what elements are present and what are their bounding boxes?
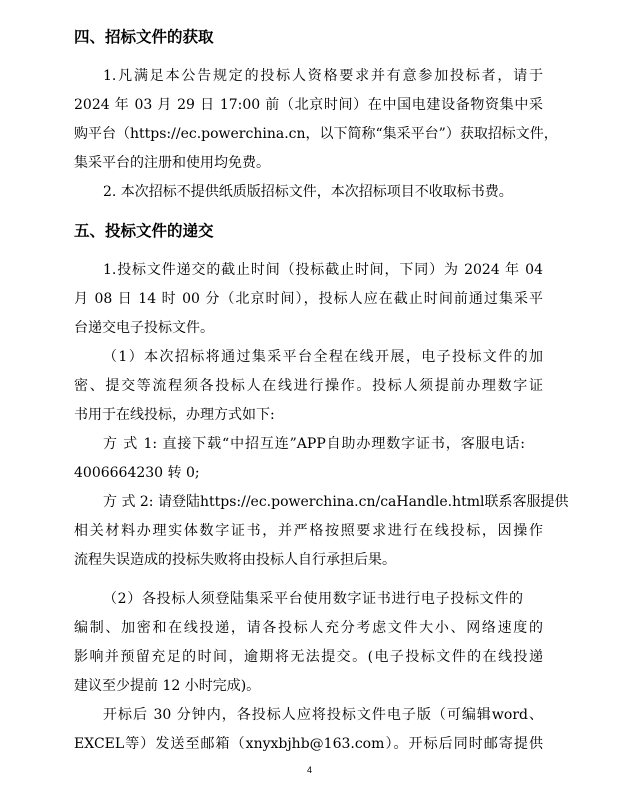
body-line: 台递交电子投标文件。 bbox=[74, 320, 214, 336]
body-line: 密、提交等流程须各投标人在线进行操作。投标人须提前办理数字证 bbox=[74, 378, 543, 394]
body-line: EXCEL等）发送至邮箱（xnyxbjhb@163.com）。开标后同时邮寄提供 bbox=[74, 736, 543, 752]
body-line: 编制、加密和在线投递，请各投标人充分考虑文件大小、网络速度的 bbox=[74, 620, 543, 636]
body-line: 1.投标文件递交的截止时间（投标截止时间，下同）为 2024 年 04 bbox=[103, 262, 543, 278]
body-line: 2024 年 03 月 29 日 17:00 前（北京时间）在中国电建设备物资集中采 bbox=[74, 97, 543, 113]
body-line: 建议至少提前 12 小时完成)。 bbox=[74, 678, 261, 694]
body-line: 2. 本次招标不提供纸质版招标文件，本次招标项目不收取标书费。 bbox=[103, 184, 513, 200]
section-heading-4: 四、招标文件的获取 bbox=[74, 28, 214, 46]
body-line: 1.凡满足本公告规定的投标人资格要求并有意参加投标者，请于 bbox=[103, 68, 543, 84]
body-line: 影响并预留充足的时间，逾期将无法提交。(电子投标文件的在线投递 bbox=[74, 649, 543, 665]
body-line: （1）本次招标将通过集采平台全程在线开展，电子投标文件的加 bbox=[103, 349, 543, 365]
body-line: 月 08 日 14 时 00 分（北京时间），投标人应在截止时间前通过集采平 bbox=[74, 291, 543, 307]
body-line: 方 式 2: 请登陆https://ec.powerchina.cn/caHandle.html联系客服提供 bbox=[103, 494, 569, 510]
body-line: 4006664230 转 0; bbox=[74, 465, 200, 481]
body-line: 相关材料办理实体数字证书，并严格按照要求进行在线投标，因操作 bbox=[74, 523, 543, 539]
section-heading-5: 五、投标文件的递交 bbox=[74, 222, 214, 240]
page-number: 4 bbox=[306, 765, 312, 775]
body-line: 方 式 1: 直接下载“中招互连”APP自助办理数字证书，客服电话: bbox=[103, 436, 525, 452]
body-line: 购平台（https://ec.powerchina.cn，以下简称“集采平台”）获取招标文件， bbox=[74, 126, 558, 142]
body-line: 书用于在线投标，办理方式如下: bbox=[74, 407, 275, 423]
body-line: 流程失误造成的投标失败将由投标人自行承担后果。 bbox=[74, 552, 396, 568]
body-line: 集采平台的注册和使用均免费。 bbox=[74, 155, 270, 171]
body-line: 开标后 30 分钟内，各投标人应将投标文件电子版（可编辑word、 bbox=[103, 707, 543, 723]
body-line: （2）各投标人须登陆集采平台使用数字证书进行电子投标文件的 bbox=[103, 591, 523, 607]
